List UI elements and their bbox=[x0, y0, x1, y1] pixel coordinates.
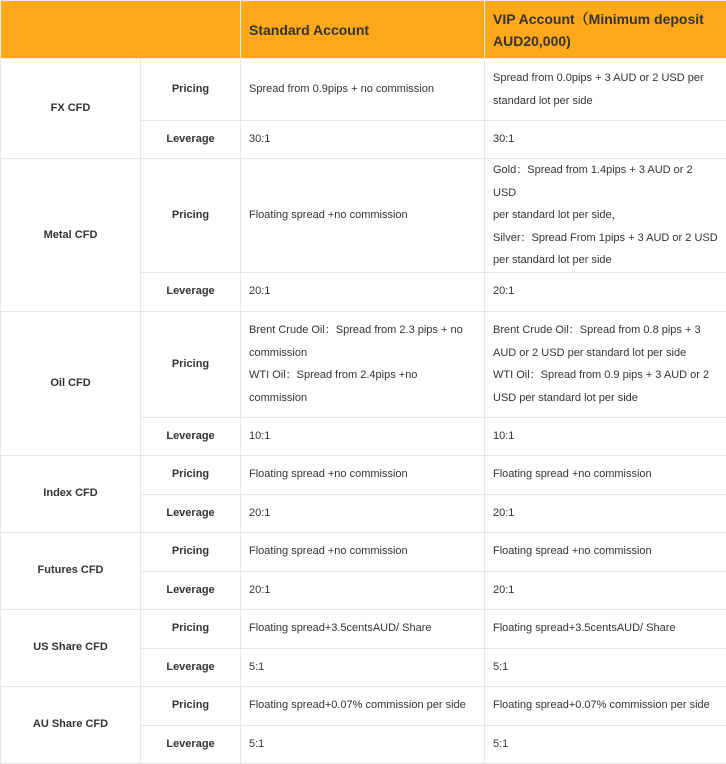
table-row bbox=[1, 311, 726, 417]
metal-vip-leverage: 20:1 bbox=[485, 272, 726, 311]
metal-vip-pricing: Gold：Spread from 1.4pips + 3 AUD or 2 USD per standard lot per side， Silver：Spread From 1pips + 3 AUD or 2 USD per standard lot per side bbox=[485, 159, 726, 273]
us-vip-pricing: Floating spread+3.5centsAUD/ Share bbox=[485, 609, 726, 648]
futures-vip-leverage: 20:1 bbox=[485, 571, 726, 609]
pricing-label: Pricing bbox=[141, 59, 241, 121]
table-row bbox=[1, 686, 726, 725]
leverage-label: Leverage bbox=[141, 571, 241, 609]
au-vip-leverage: 5:1 bbox=[485, 725, 726, 763]
us-standard-leverage: 5:1 bbox=[241, 648, 485, 686]
leverage-label: Leverage bbox=[141, 648, 241, 686]
leverage-label: Leverage bbox=[141, 725, 241, 763]
pricing-label: Pricing bbox=[141, 159, 241, 273]
table-row bbox=[1, 609, 726, 648]
us-standard-pricing: Floating spread+3.5centsAUD/ Share bbox=[241, 609, 485, 648]
table-row bbox=[1, 59, 726, 121]
table-row bbox=[1, 455, 726, 494]
fx-standard-pricing: Spread from 0.9pips + no commission bbox=[241, 59, 485, 121]
header-standard-account: Standard Account bbox=[241, 1, 485, 59]
futures-standard-leverage: 20:1 bbox=[241, 571, 485, 609]
us-vip-leverage: 5:1 bbox=[485, 648, 726, 686]
index-vip-pricing: Floating spread +no commission bbox=[485, 455, 726, 494]
header-row bbox=[1, 1, 726, 59]
leverage-label: Leverage bbox=[141, 121, 241, 159]
category-oil-cfd: Oil CFD bbox=[1, 311, 141, 455]
index-vip-leverage: 20:1 bbox=[485, 494, 726, 532]
table-row bbox=[1, 159, 726, 273]
fx-standard-leverage: 30:1 bbox=[241, 121, 485, 159]
leverage-label: Leverage bbox=[141, 494, 241, 532]
oil-vip-leverage: 10:1 bbox=[485, 417, 726, 455]
header-blank bbox=[1, 1, 241, 59]
au-vip-pricing: Floating spread+0.07% commission per side bbox=[485, 686, 726, 725]
fx-vip-pricing: Spread from 0.0pips + 3 AUD or 2 USD per standard lot per side bbox=[485, 59, 726, 121]
category-au-share-cfd: AU Share CFD bbox=[1, 686, 141, 763]
pricing-label: Pricing bbox=[141, 686, 241, 725]
index-standard-pricing: Floating spread +no commission bbox=[241, 455, 485, 494]
oil-standard-leverage: 10:1 bbox=[241, 417, 485, 455]
category-metal-cfd: Metal CFD bbox=[1, 159, 141, 312]
category-fx-cfd: FX CFD bbox=[1, 59, 141, 159]
pricing-label: Pricing bbox=[141, 455, 241, 494]
pricing-label: Pricing bbox=[141, 311, 241, 417]
leverage-label: Leverage bbox=[141, 272, 241, 311]
pricing-label: Pricing bbox=[141, 609, 241, 648]
category-us-share-cfd: US Share CFD bbox=[1, 609, 141, 686]
pricing-label: Pricing bbox=[141, 532, 241, 571]
metal-standard-leverage: 20:1 bbox=[241, 272, 485, 311]
leverage-label: Leverage bbox=[141, 417, 241, 455]
metal-standard-pricing: Floating spread +no commission bbox=[241, 159, 485, 273]
au-standard-leverage: 5:1 bbox=[241, 725, 485, 763]
fx-vip-leverage: 30:1 bbox=[485, 121, 726, 159]
table-row bbox=[1, 532, 726, 571]
au-standard-pricing: Floating spread+0.07% commission per side bbox=[241, 686, 485, 725]
category-futures-cfd: Futures CFD bbox=[1, 532, 141, 609]
category-index-cfd: Index CFD bbox=[1, 455, 141, 532]
oil-vip-pricing: Brent Crude Oil：Spread from 0.8 pips + 3 AUD or 2 USD per standard lot per side WTI Oil：Spread from 0.9 pips + 3 AUD or 2 USD per standard lot per side bbox=[485, 311, 726, 417]
futures-standard-pricing: Floating spread +no commission bbox=[241, 532, 485, 571]
futures-vip-pricing: Floating spread +no commission bbox=[485, 532, 726, 571]
header-vip-account: VIP Account（Minimum deposit AUD20,000) bbox=[485, 1, 726, 59]
oil-standard-pricing: Brent Crude Oil：Spread from 2.3 pips + no commission WTI Oil：Spread from 2.4pips +no commission bbox=[241, 311, 485, 417]
index-standard-leverage: 20:1 bbox=[241, 494, 485, 532]
